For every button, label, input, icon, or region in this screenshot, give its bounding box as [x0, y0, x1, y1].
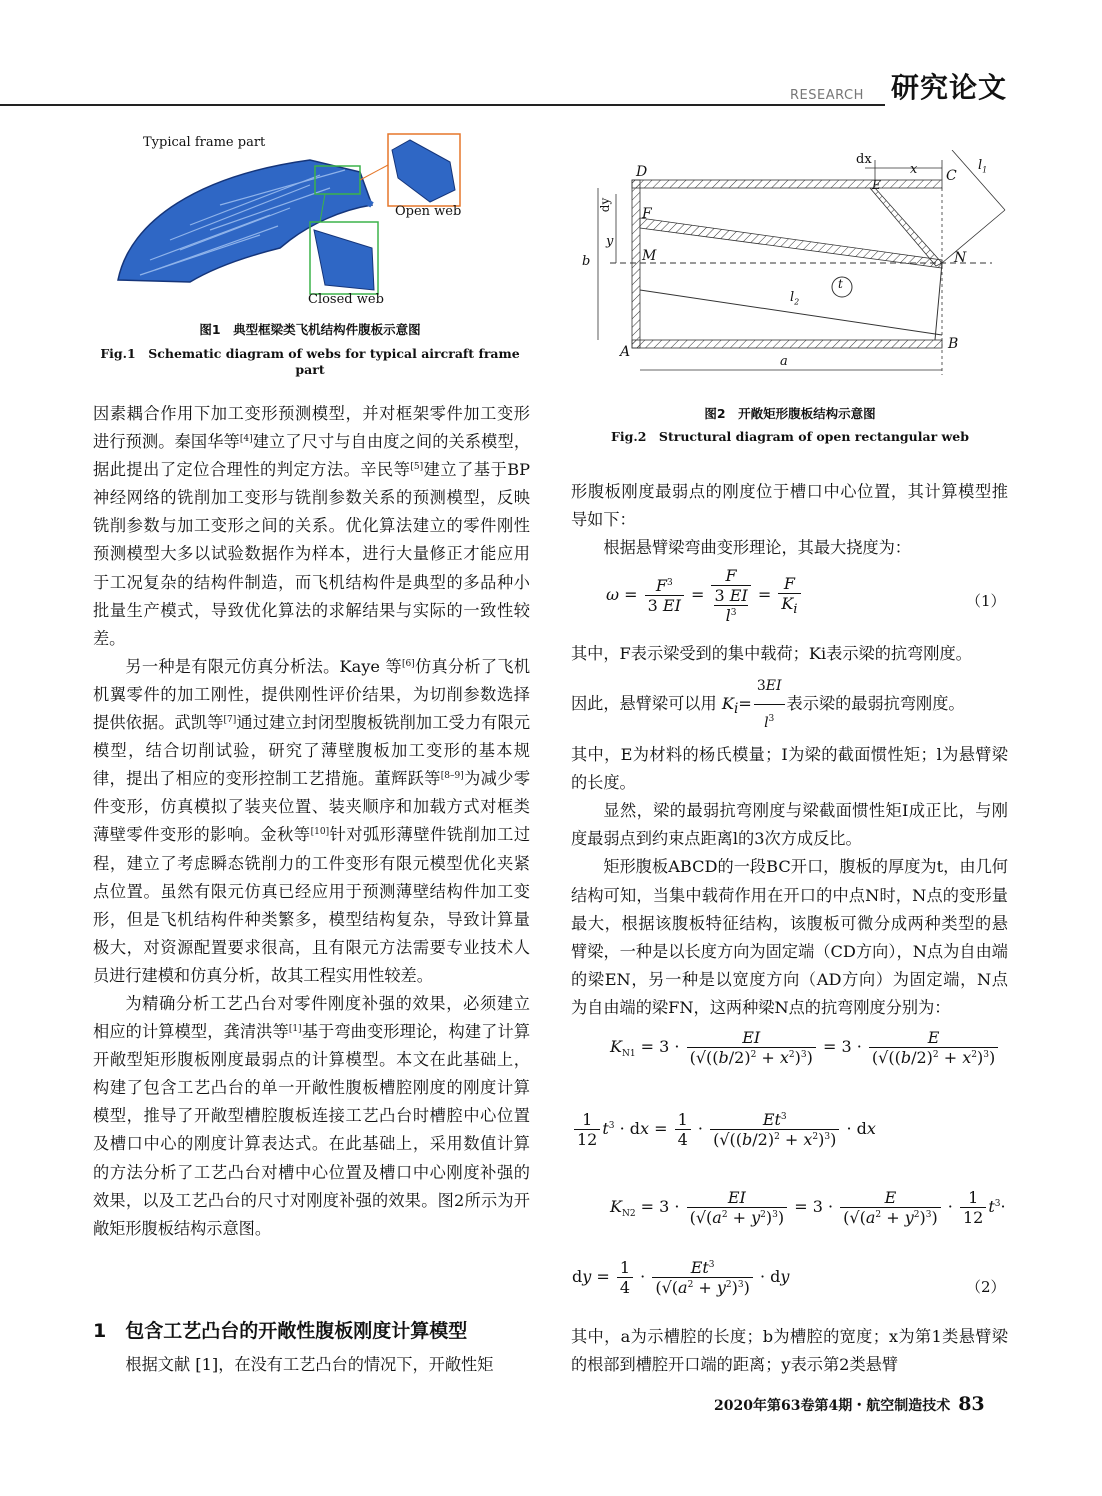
point-B: B: [948, 336, 959, 352]
left-paragraph-1: 因素耦合作用下加工变形预测模型，并对框架零件加工变形进行预测。秦国华等[4]建立了尺寸与自由度之间的关系模型，据此提出了定位合理性的判定方法。辛民等[5]建立了基于BP神经网络的铣削加工变形与铣削参数关系的预测模型，反映铣削参数与加工变形之间的关系。优化算法建立的零件刚性预测模型大多以试验数据作为样本，进行大量修正才能应用于工况复杂的结构件制造，而飞机结构件是典型的多品种小批量生产模式，导致优化算法的求解结果与实际的一致性较差。: [93, 404, 531, 648]
point-E: E: [872, 178, 881, 192]
label-closed-web: Closed web: [308, 292, 384, 307]
header-research: RESEARCH: [790, 88, 864, 103]
open-web-diagram: [580, 150, 1010, 380]
frame-part-image: [110, 130, 470, 310]
fig2-caption-en: Fig.2 Structural diagram of open rectangular web: [611, 429, 969, 444]
figure-2: [580, 150, 1010, 380]
thickness-t: t: [838, 277, 843, 291]
left-column: [93, 400, 530, 1243]
dim-y: y: [606, 234, 614, 249]
fig1-caption-cn: 图1 典型框梁类飞机结构件腹板示意图: [199, 322, 421, 337]
right-paragraph-6: 显然，梁的最弱抗弯刚度与梁截面惯性矩I成正比，与刚度最弱点到约束点距离l的3次方成反比。: [571, 801, 1008, 849]
equation-2d: dy = $\frac{1}{4}$ · $\frac{Et^3}{(√(a^2 + y^2)^3)}$ · dy: [572, 1258, 790, 1297]
point-M: M: [642, 248, 657, 264]
dim-b: b: [582, 254, 591, 269]
right-paragraph-5: 其中，E为材料的杨氏模量；I为梁的截面惯性矩；l为悬臂梁的长度。: [571, 745, 1008, 793]
point-C: C: [946, 168, 957, 184]
point-D: D: [636, 164, 648, 180]
dim-dy: dy: [598, 197, 613, 213]
right-paragraph-7: 矩形腹板ABCD的一段BC开口，腹板的厚度为t，由几何结构可知，当集中载荷作用在开口的中点N时，N点的变形量最大，根据该腹板特征结构，该腹板可微分成两种类型的悬臂梁，一种是以长度方向为固定端（CD方向），N点为自由端的梁EN，另一种是以宽度方向（AD方向）为固定端，N点为自由端的梁FN，这两种梁N点的抗弯刚度分别为：: [571, 857, 1008, 1017]
right-paragraph-3: 其中，F表示梁受到的集中载荷；Ki表示梁的抗弯刚度。: [571, 644, 972, 663]
label-typical-frame: Typical frame part: [143, 135, 266, 150]
equation-2b: $\frac{1}{12}$ $t^3$ · dx = $\frac{1}{4}$ · $\frac{Et^3}{(√((b/2)^2 + x^2)^3)}$ · dx: [572, 1110, 876, 1149]
equation-2a: $K_{N1} = 3$ · $\frac{EI}{(√((b/2)^2 + x^2)^3)}$ = 3 · $\frac{E}{(√((b/2)^2 + x^2)^3)}$: [610, 1028, 1000, 1067]
dim-a: a: [780, 354, 788, 369]
footer-journal: 2020年第63卷第4期・航空制造技术: [714, 1398, 951, 1414]
equation-1: ω = $\frac{F^3}{3 EI}$ = F 3 EI $l^3$ = $\frac{F}{K_i}$: [606, 566, 803, 625]
point-F: F: [642, 206, 652, 222]
right-column-top: [571, 478, 1008, 562]
equation-2-number: （2）: [966, 1278, 1006, 1296]
page-number: 83: [958, 1393, 985, 1415]
right-column-mid: [571, 640, 1008, 1022]
point-N: N: [954, 250, 967, 266]
dim-l2: $l_2$: [790, 290, 800, 307]
right-paragraph-4: 因此，悬臂梁可以用 $K_i=$ $\frac{3EI}{l^3}$ 表示梁的最弱抗弯刚度。: [571, 668, 1008, 741]
dim-dx: dx: [856, 152, 872, 167]
label-open-web: Open web: [395, 204, 462, 219]
right-paragraph-2: 根据悬臂梁弯曲变形理论，其最大挠度为：: [603, 538, 911, 558]
equation-2c: $K_{N2} = 3$ · $\frac{EI}{(√(a^2 + y^2)^3)}$ = 3 · $\frac{E}{(√(a^2 + y^2)^3)}$ · $\frac{1}{12}$ $t^3\cdot$: [610, 1188, 1006, 1227]
dim-l1: $l_1$: [978, 158, 988, 175]
header-rule: [0, 104, 1010, 106]
fig2-caption-cn: 图2 开敞矩形腹板结构示意图: [704, 406, 876, 421]
dim-x: x: [910, 162, 918, 177]
right-paragraph-1: 形腹板刚度最弱点的刚度位于槽口中心位置，其计算模型推导如下：: [571, 482, 1008, 530]
left-paragraph-3: 为精确分析工艺凸台对零件刚度补强的效果，必须建立相应的计算模型，龚清洪等[1]基于弯曲变形理论，构建了计算开敞型矩形腹板刚度最弱点的计算模型。本文在此基础上，构建了包含工艺凸台的单一开敞性腹板槽腔刚度的刚度计算模型，推导了开敞型槽腔腹板连接工艺凸台时槽腔中心位置及槽口中心的刚度计算表达式。在此基础上，采用数值计算的方法分析了工艺凸台对槽中心位置及槽口中心刚度补强的效果，以及工艺凸台的尺寸对刚度补强的效果。图2所示为开敞矩形腹板结构示意图。: [93, 993, 531, 1238]
figure-1: [110, 130, 470, 310]
point-A: A: [620, 344, 631, 360]
left-paragraph-2: 另一种是有限元仿真分析法。Kaye 等[6]仿真分析了飞机机翼零件的加工刚性，提供刚性评价结果，为切削参数选择提供依据。武凯等[7]通过建立封闭型腹板铣削加工受力有限元模型，结合切削试验，研究了薄壁腹板加工变形的基本规律，提出了相应的变形控制工艺措施。董辉跃等[8–9]为减少零件变形，仿真模拟了装夹位置、装夹顺序和加载方式对框类薄壁零件变形的影响。金秋等[10]针对弧形薄壁件铣削加工过程，建立了考虑瞬态铣削力的工件变形有限元模型优化夹紧点位置。虽然有限元仿真已经应用于预测薄壁结构件加工变形，但是飞机结构件种类繁多，模型结构复杂，导致计算量极大，对资源配置要求很高，且有限元方法需要专业技术人员进行建模和仿真分析，故其工程实用性较差。: [93, 656, 531, 985]
header-title: 研究论文: [885, 66, 1013, 106]
fig1-caption-en: Fig.1 Schematic diagram of webs for typical aircraft frame part: [100, 346, 520, 377]
right-paragraph-8: 其中，a为示槽腔的长度；b为槽腔的宽度；x为第1类悬臂梁的根部到槽腔开口端的距离；y表示第2类悬臂: [571, 1327, 1008, 1375]
left-paragraph-4: 根据文献 [1]，在没有工艺凸台的情况下，开敞性矩: [125, 1355, 494, 1374]
section-heading-1: 1 包含工艺凸台的开敞性腹板刚度计算模型: [93, 1320, 468, 1342]
equation-1-number: （1）: [966, 592, 1006, 610]
footer: [714, 1393, 985, 1415]
